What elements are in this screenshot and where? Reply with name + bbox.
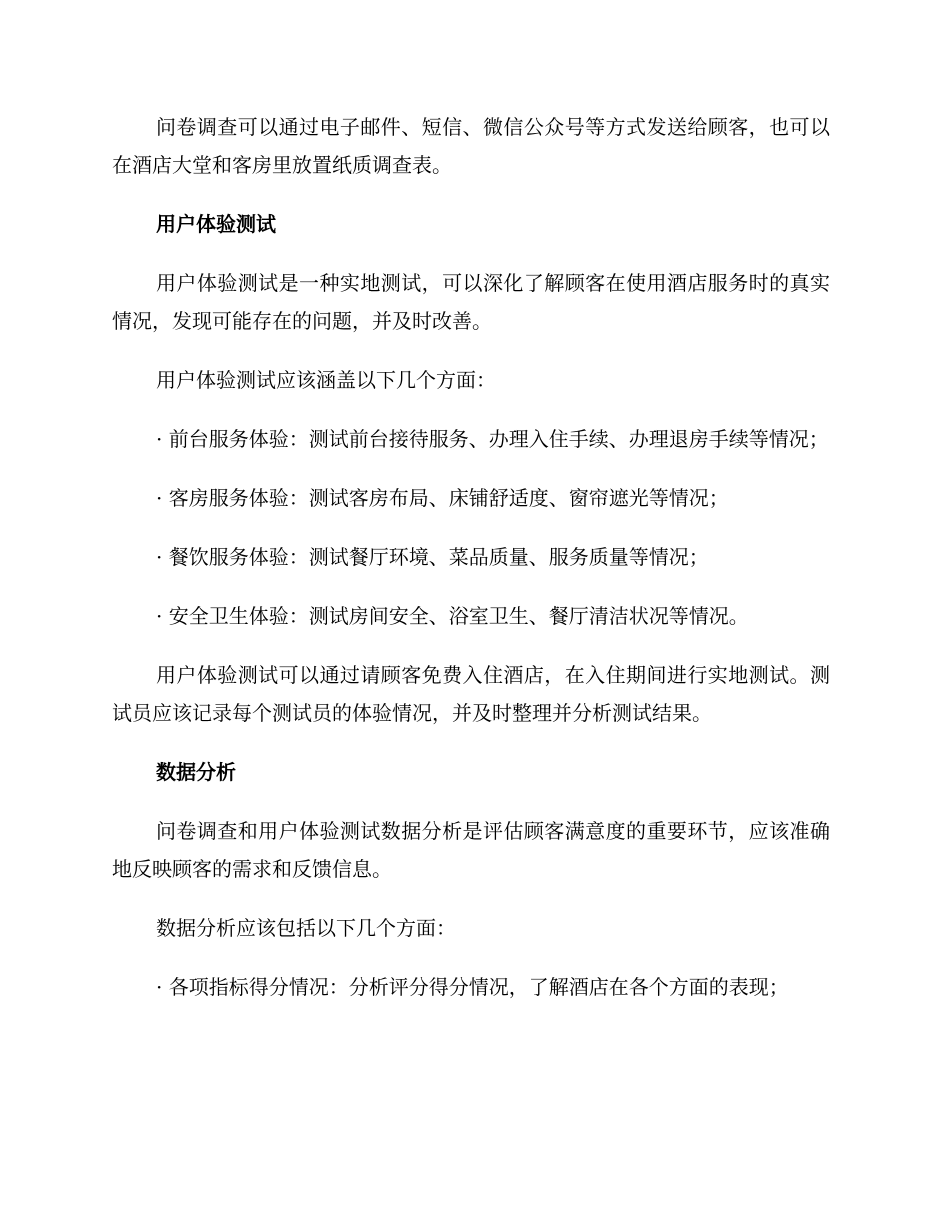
- paragraph-ux-testing-aspects: 用户体验测试应该涵盖以下几个方面：: [156, 368, 496, 392]
- paragraph-data-analysis-aspects: 数据分析应该包括以下几个方面：: [156, 916, 456, 940]
- paragraph-data-analysis-intro: 问卷调查和用户体验测试数据分析是评估顾客满意度的重要环节，应该准确地反映顾客的需求和反馈信息。: [112, 819, 830, 881]
- paragraph-survey-distribution: 问卷调查可以通过电子邮件、短信、微信公众号等方式发送给顾客，也可以在酒店大堂和客房里放置纸质调查表。: [112, 115, 830, 177]
- list-item-safety-hygiene: · 安全卫生体验：测试房间安全、浴室卫生、餐厅清洁状况等情况。: [156, 604, 749, 628]
- list-item-indicator-scores: · 各项指标得分情况：分析评分得分情况，了解酒店在各个方面的表现；: [156, 975, 789, 999]
- paragraph-ux-testing-intro: 用户体验测试是一种实地测试，可以深化了解顾客在使用酒店服务时的真实情况，发现可能存在的问题，并及时改善。: [112, 271, 830, 333]
- heading-user-experience-testing: 用户体验测试: [156, 212, 276, 236]
- list-item-front-desk: · 前台服务体验：测试前台接待服务、办理入住手续、办理退房手续等情况；: [156, 427, 829, 451]
- paragraph-ux-testing-method: 用户体验测试可以通过请顾客免费入住酒店，在入住期间进行实地测试。测试员应该记录每个测试员的体验情况，并及时整理并分析测试结果。: [112, 663, 830, 725]
- heading-data-analysis: 数据分析: [156, 760, 236, 784]
- document-page: [112, 108, 830, 1027]
- list-item-dining-service: · 餐饮服务体验：测试餐厅环境、菜品质量、服务质量等情况；: [156, 545, 709, 569]
- list-item-room-service: · 客房服务体验：测试客房布局、床铺舒适度、窗帘遮光等情况；: [156, 486, 729, 510]
